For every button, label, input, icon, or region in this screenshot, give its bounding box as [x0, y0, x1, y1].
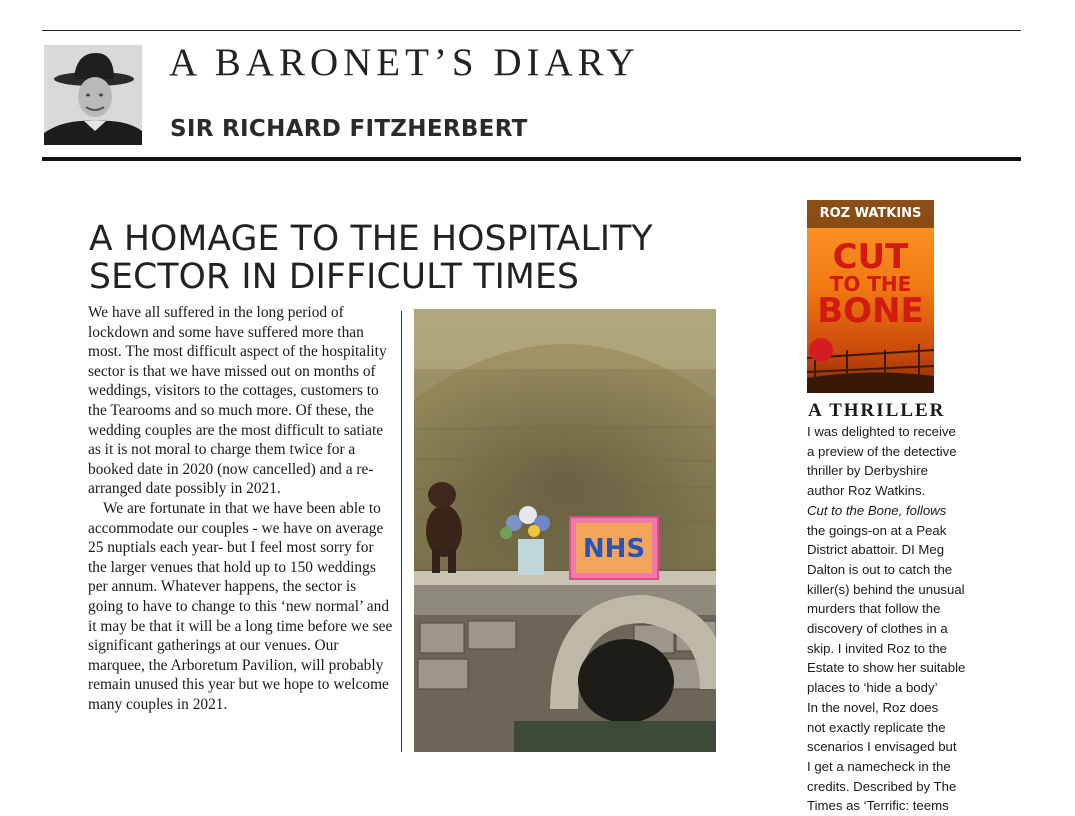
sidebar-line: I get a namecheck in the [807, 758, 951, 774]
sidebar-line: killer(s) behind the unusual [807, 581, 965, 597]
author-portrait [44, 45, 142, 145]
book-title-line: CUT [832, 237, 909, 277]
nhs-sign: NHS [582, 534, 646, 564]
book-cover [807, 200, 934, 393]
sidebar-line: author Roz Watkins. [807, 483, 926, 499]
sidebar-line: murders that follow the [807, 601, 941, 617]
article-paragraph: We have all suffered in the long period of lockdown and some have suffered more than most. The most difficult aspect of the hospitality sector is that we have missed out on months of weddings, visitors to the cottages, customers to the Tearooms and so much more. Of these, the wedding couples are the most difficult to satiate as it is not moral to charge them twice for a booked date in 2020 (now cancelled) and a re-arranged date possibly in 2021. [88, 304, 387, 498]
sidebar-text [807, 422, 987, 816]
sidebar-line: In the novel, Roz does [807, 699, 939, 715]
book-title-line: TO THE [829, 272, 912, 296]
sidebar-line: the goings-on at a Peak [807, 522, 947, 538]
sidebar-line: District abattoir. DI Meg [807, 542, 945, 558]
sidebar-line: skip. I invited Roz to the [807, 640, 948, 656]
sidebar-line: credits. Described by The [807, 778, 957, 794]
book-title-line: BONE [817, 291, 924, 331]
article-paragraph: We are fortunate in that we have been able to accommodate our couples - we have on average 25 nuptials each year- but I feel most sorry for the larger venues that hold up to 150 weddings per annum. Whatever happens, the sector is going to have to change to this ‘new normal’ and it may be that it will be a long time before we see significant gatherings at our venues. Our marquee, the Arboretum Pavilion, will probably remain unused this year but we hope to welcome many couples in 2021. [88, 499, 393, 713]
sidebar-line: Estate to show her suitable [807, 660, 966, 676]
author-portrait-image [44, 45, 142, 145]
book-title [807, 237, 934, 331]
sidebar-line: thriller by Derbyshire [807, 463, 928, 479]
sidebar-line: discovery of clothes in a [807, 621, 948, 637]
stone-arch-photo [414, 309, 716, 752]
sidebar-line: not exactly replicate the [807, 719, 946, 735]
column-divider [401, 311, 402, 752]
sidebar-line: Times as ‘Terrific: teems [807, 798, 949, 814]
masthead-title: A BARONET’S DIARY [169, 41, 640, 84]
sidebar-line: places to ‘hide a body’ [807, 680, 938, 696]
article-headline: A HOMAGE TO THE HOSPITALITY SECTOR IN DIFFICULT TIMES [89, 219, 653, 297]
sidebar-line: a preview of the detective [807, 443, 957, 459]
sidebar-line: I was delighted to receive [807, 424, 956, 439]
sidebar-line: scenarios I envisaged but [807, 739, 957, 755]
book-author: ROZ WATKINS [819, 206, 922, 221]
sidebar-line: Dalton is out to catch the [807, 561, 953, 577]
sidebar-heading: A THRILLER [808, 400, 946, 421]
article-photo [414, 309, 716, 752]
article-body [88, 303, 393, 714]
top-rule [42, 30, 1021, 31]
sidebar-line: Cut to the Bone, follows [807, 502, 947, 518]
header-divider [42, 157, 1021, 161]
author-byline: SIR RICHARD FITZHERBERT [170, 116, 528, 142]
